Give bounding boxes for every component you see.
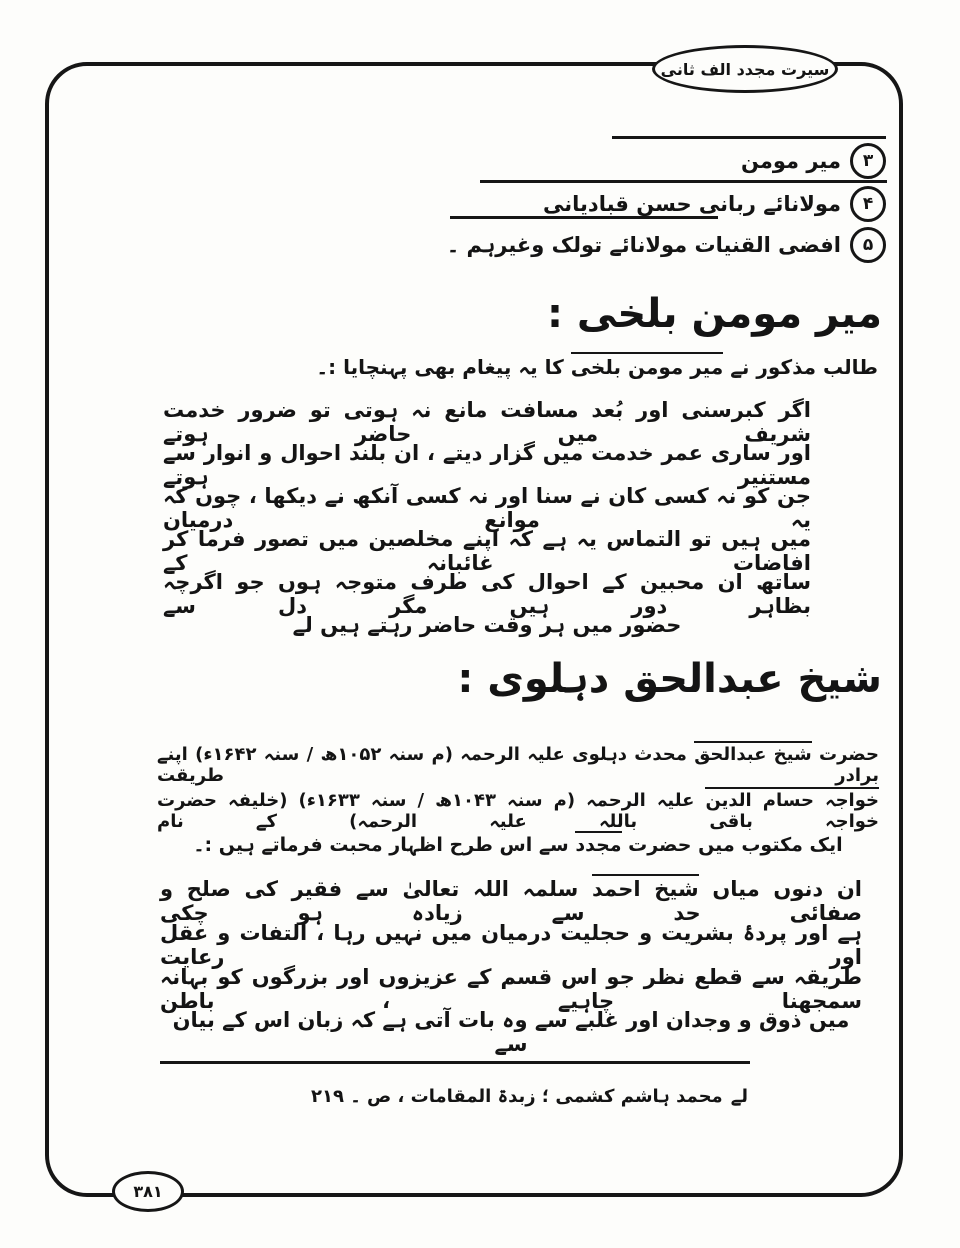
intro-text-post: علیہ الرحمہ (م سنہ ۱۰۴۳ھ / سنہ ۱۶۳۳ء) (خلیفہ حضرت خواجہ باقی باللہ علیہ الرحمہ) کے نام [157,790,879,832]
section-intro-line [157,790,879,832]
quote-line [160,877,862,925]
quote-line: طریقہ سے قطع نظر جو اس قسم کے عزیزوں اور بزرگوں کو بہانہ سمجھنا چاہیے ، باطن [160,965,862,1013]
intro-text-post: کا یہ پیغام بھی پہنچایا :۔ [316,355,571,379]
list-item-4 [543,186,886,222]
list-rule-top [612,136,886,139]
quote-closing-text: حضور میں ہر وقت حاضر رہتے ہیں [320,613,682,637]
section-heading-sheikh-abdulhaq: شیخ عبدالحق دہلوی : [457,656,882,702]
quote-line: جن کو نہ کسی کان نے سنا اور نہ کسی آنکھ نے دیکھا ، چوں کہ یہ موانع درمیان [163,484,811,532]
quote-line: ہے اور پردۂ بشریت و حجلیت درمیان میں نہیں رہا ، التفات و عقل اور رعایت [160,921,862,969]
quote-line: اگر کبرسنی اور بُعد مسافت مانع نہ ہوتی تو ضرور خدمت شریف میں حاضر ہوتے [163,398,811,446]
item-number-badge: ۴ [850,186,886,222]
book-title: سیرت مجدد الف ثانی [660,59,830,79]
page-number-cartouche [112,1171,184,1212]
intro-text-post: سے اس طرح اظہار محبت فرماتے ہیں :۔ [193,834,576,856]
quote-text-post: سلمہ اللہ تعالیٰ سے فقیر کی صلح و صفائی حد سے زیادہ ہو چکی [160,877,862,925]
highlighted-name: میر مومن بلخی [571,352,724,379]
footnote-marker: لے [730,1086,748,1107]
highlighted-name: شیخ عبدالحق [694,741,811,765]
quote-closing-line [163,613,811,637]
item-label: افضی القنیات مولانائے تولک وغیرہم ۔ [446,233,841,257]
section-heading-mir-momin: میر مومن بلخی : [547,291,882,337]
item-number-badge: ۵ [850,227,886,263]
item-label: میر مومن [740,149,841,173]
highlighted-name: خواجہ حسام الدین [705,787,879,811]
intro-text-pre: حضرت [811,744,879,765]
intro-text-pre: طالب مذکور نے [723,355,878,379]
quote-line: میں ہیں تو التماس یہ ہے کہ اپنے مخلصین میں تصور فرما کر افاضات غائبانہ کے [163,527,811,575]
highlighted-name: مجدد [575,831,621,856]
footnote-reference-mark: لے [292,613,313,637]
quote-line: ساتھ ان محبین کے احوال کی طرف متوجہ ہوں جو اگرچہ بظاہر دور ہیں مگر دل سے [163,570,811,618]
section-intro-line [157,834,879,856]
quote-closing-line: میں ذوق و وجدان اور غلبے سے وہ بات آتی ہے کہ زبان اس کے بیان سے [172,1008,850,1056]
item-number-badge: ۳ [850,143,886,179]
footnote [311,1086,748,1107]
highlighted-name: شیخ احمد [592,874,699,901]
page-number: ۳۸۱ [133,1182,163,1201]
item-label: مولانائے ربانی حسن قبادیانی [543,192,841,216]
section-intro-line [157,744,879,786]
footnote-text: محمد ہاشم کشمی ؛ زبدۃ المقامات ، ص ۔ ۲۱۹ [310,1086,723,1107]
quote-text-pre: ان دنوں میاں [698,877,862,901]
list-item-5 [447,227,886,263]
list-rule-middle [480,180,887,183]
quote-line: اور ساری عمر خدمت میں گزار دیتے ، ان بلند احوال و انوار سے مستنیر ہوتے [163,441,811,489]
footnote-divider [160,1061,750,1064]
list-item-3 [741,143,886,179]
intro-text-post: محدث دہلوی علیہ الرحمہ (م سنہ ۱۰۵۲ھ / سنہ ۱۶۴۲ء) اپنے برادر طریقت [157,744,879,786]
intro-text-pre: ایک مکتوب میں حضرت [621,834,843,856]
header-title-cartouche [652,45,838,93]
section-intro-line [316,355,878,379]
